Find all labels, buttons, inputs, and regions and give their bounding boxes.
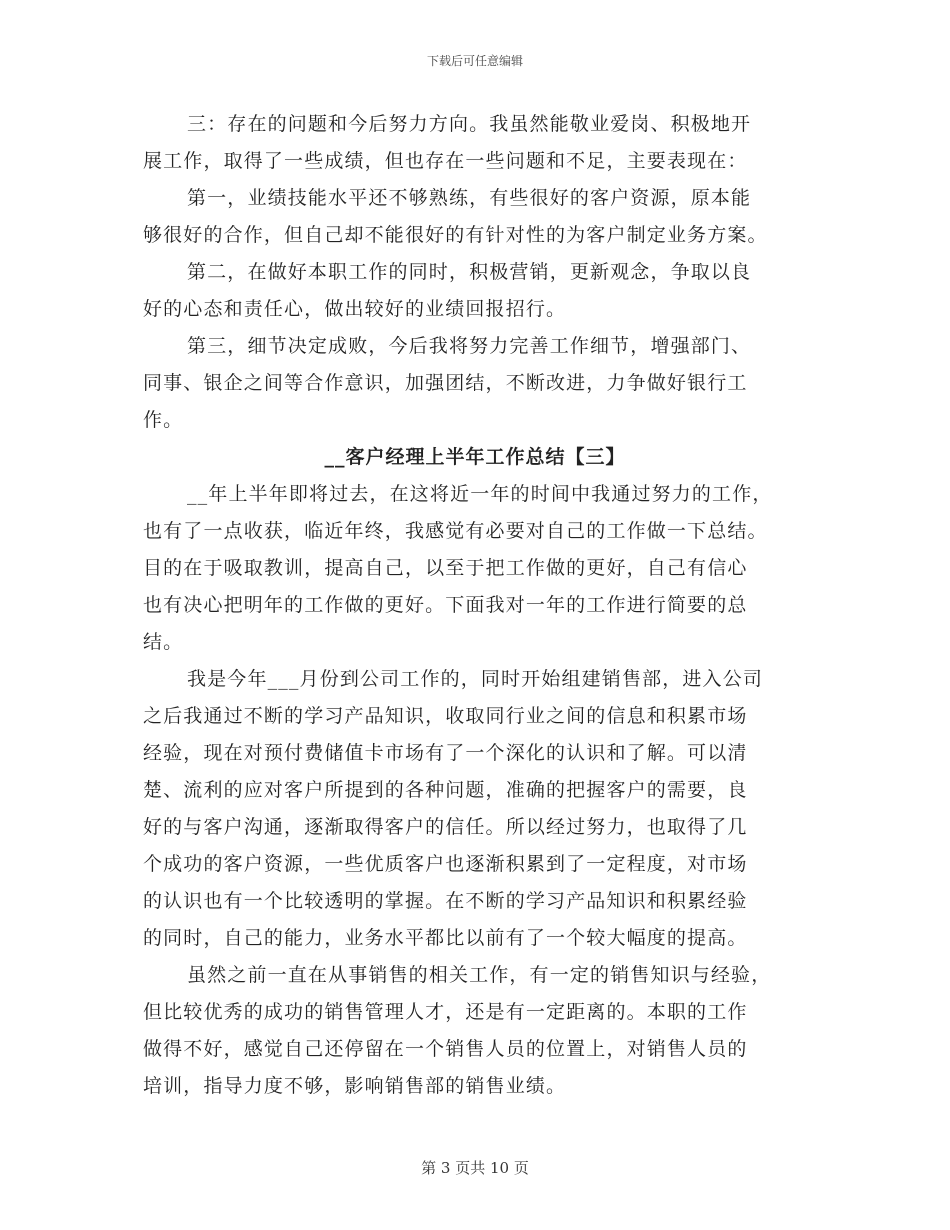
paragraph-line: 够很好的合作，但自己却不能很好的有针对性的为客户制定业务方案。 xyxy=(143,224,768,246)
paragraph-line: 之后我通过不断的学习产品知识，收取同行业之间的信息和积累市场 xyxy=(143,705,748,727)
section-title: __客户经理上半年工作总结【三】 xyxy=(324,446,626,468)
paragraph-line: 也有了一点收获，临近年终，我感觉有必要对自己的工作做一下总结。 xyxy=(143,520,768,542)
paragraph-line: 好的心态和责任心，做出较好的业绩回报招行。 xyxy=(143,298,567,320)
paragraph-line: 也有决心把明年的工作做的更好。下面我对一年的工作进行简要的总 xyxy=(143,594,748,616)
paragraph-line: 虽然之前一直在从事销售的相关工作，有一定的销售知识与经验， xyxy=(187,964,772,986)
paragraph-line: 第三，细节决定成败，今后我将努力完善工作细节，增强部门、 xyxy=(187,335,752,357)
paragraph-line: 作。 xyxy=(143,409,184,431)
paragraph-line: 结。 xyxy=(143,631,184,653)
paragraph-line: 但比较优秀的成功的销售管理人才，还是有一定距离的。本职的工作 xyxy=(143,1001,748,1023)
page-number: 第 3 页共 10 页 xyxy=(421,1159,529,1177)
paragraph-line: 目的在于吸取教训，提高自己，以至于把工作做的更好，自己有信心 xyxy=(143,557,748,579)
page-header: 下载后可任意编辑 xyxy=(426,54,523,68)
paragraph-line: 第一，业绩技能水平还不够熟练，有些很好的客户资源，原本能 xyxy=(187,187,752,209)
paragraph-line: 楚、流利的应对客户所提到的各种问题，准确的把握客户的需要，良 xyxy=(143,779,748,801)
paragraph-line: 培训，指导力度不够，影响销售部的销售业绩。 xyxy=(143,1075,567,1097)
paragraph-line: 好的与客户沟通，逐渐取得客户的信任。所以经过努力，也取得了几 xyxy=(143,816,748,838)
document-body xyxy=(143,106,807,1105)
paragraph-line: 的认识也有一个比较透明的掌握。在不断的学习产品知识和积累经验 xyxy=(143,890,748,912)
paragraph-line: 经验，现在对预付费储值卡市场有了一个深化的认识和了解。可以清 xyxy=(143,742,748,764)
paragraph-line: __年上半年即将过去，在这将近一年的时间中我通过努力的工作， xyxy=(187,483,773,505)
paragraph-line: 做得不好，感觉自己还停留在一个销售人员的位置上，对销售人员的 xyxy=(143,1038,748,1060)
paragraph-line: 同事、银企之间等合作意识，加强团结，不断改进，力争做好银行工 xyxy=(143,372,748,394)
paragraph-line: 个成功的客户资源，一些优质客户也逐渐积累到了一定程度，对市场 xyxy=(143,853,748,875)
paragraph-line: 第二，在做好本职工作的同时，积极营销，更新观念，争取以良 xyxy=(187,261,752,283)
paragraph-line: 我是今年___月份到公司工作的，同时开始组建销售部，进入公司 xyxy=(187,668,764,690)
paragraph-line: 三：存在的问题和今后努力方向。我虽然能敬业爱岗、积极地开 xyxy=(187,113,752,135)
paragraph-line: 展工作，取得了一些成绩，但也存在一些问题和不足，主要表现在： xyxy=(143,150,748,172)
paragraph-line: 的同时，自己的能力，业务水平都比以前有了一个较大幅度的提高。 xyxy=(143,927,748,949)
